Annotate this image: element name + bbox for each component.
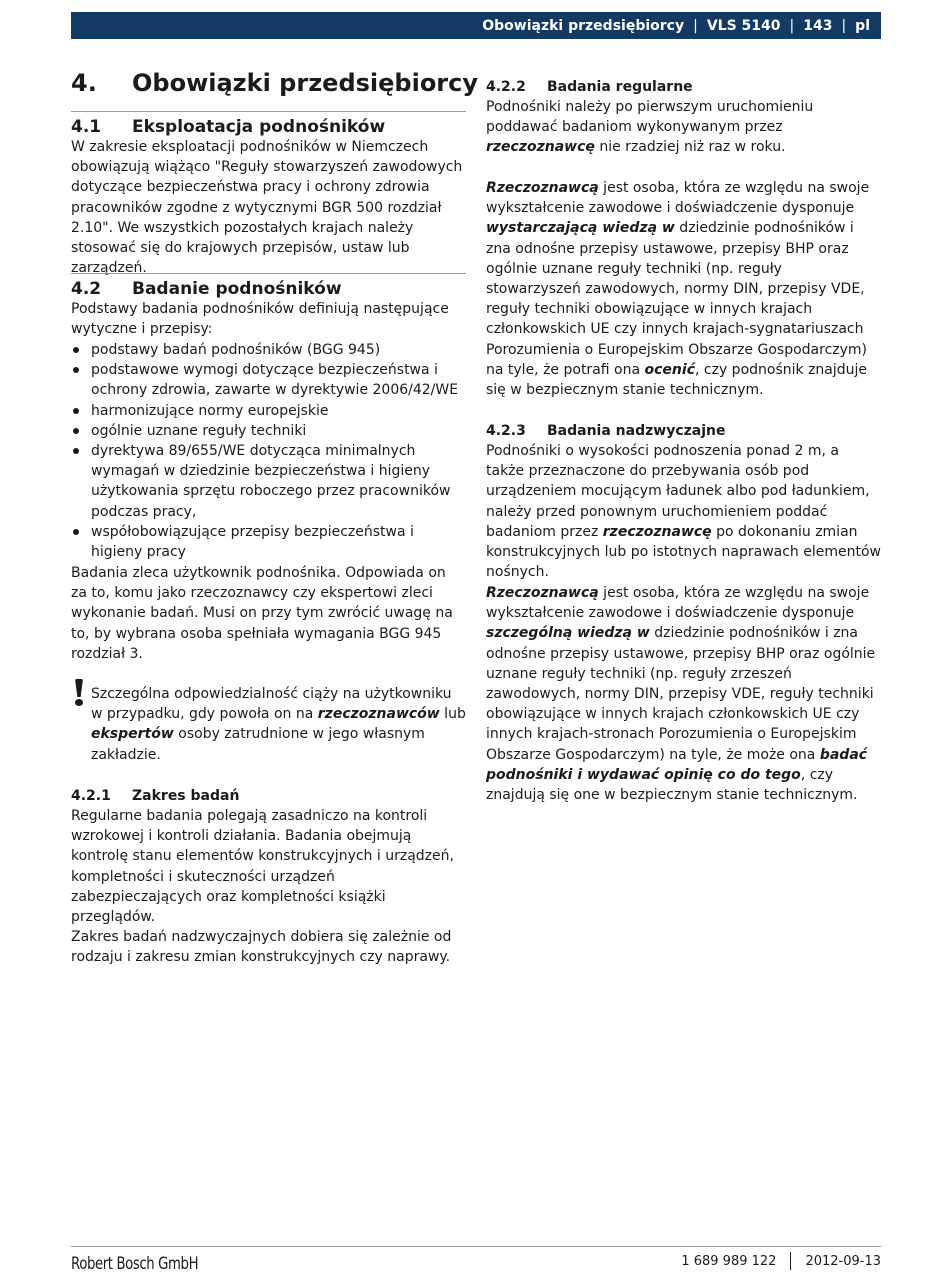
company-logo: Robert Bosch GmbH xyxy=(71,1254,199,1274)
list-item: ogólnie uznane reguły techniki xyxy=(71,421,466,441)
section-title: Eksploatacja podnośników xyxy=(132,117,386,137)
section-4-2-3-heading xyxy=(486,421,725,441)
section-4-2-2-paragraph-1: Podnośniki należy po pierwszym uruchomieniu poddawać badaniom wykonywanym przez rzeczoznawcę nie rzadziej niż raz w roku. xyxy=(486,99,814,156)
list-item: dyrektywa 89/655/WE dotycząca minimalnych wymagań w dziedzinie bezpieczeństwa i higieny użytkowania sprzętu roboczego przez pracowników podczas pracy, xyxy=(71,441,466,522)
section-4-1-heading xyxy=(71,111,466,138)
header-separator: | xyxy=(841,17,847,34)
section-4-2-3-paragraph-1: Podnośniki o wysokości podnoszenia ponad 2 m, a także przeznaczone do przebywania osób pod urządzeniem mocującym ładunek albo pod ładunkiem, należy przed ponownym uruchomieniem poddać badaniom przez rzeczoznawcę po dokonaniu zmian konstrukcyjnych lub po istotnych naprawach elementów nośnych. xyxy=(486,443,881,581)
section-number: 4.2 xyxy=(71,279,102,299)
list-item: współobowiązujące przepisy bezpieczeństwa i higieny pracy xyxy=(71,522,466,562)
footer-info xyxy=(681,1252,881,1270)
section-4-2-1-paragraph-1: Regularne badania polegają zasadniczo na kontroli wzrokowej i kontroli działania. Badania obejmują kontrolę stanu elementów konstrukcyjnych i urządzeń, kompletności i skuteczności urządzeń zabezpieczających oraz kompletności książki przeglądów. xyxy=(71,808,454,926)
header-page-number: 143 xyxy=(803,17,833,34)
warning-note: Szczególna odpowiedzialność ciąży na użytkowniku w przypadku, gdy powoła on na rzeczoznawców lub ekspertów osoby zatrudnione w jego własnym zakładzie. xyxy=(91,686,466,763)
section-4-2-1-heading xyxy=(71,786,239,806)
section-4-2-2-heading xyxy=(486,77,693,97)
header-separator: | xyxy=(789,17,795,34)
chapter-title-text: Obowiązki przedsiębiorcy xyxy=(132,69,479,97)
header-model: VLS 5140 xyxy=(706,17,781,34)
section-number: 4.2.1 xyxy=(71,788,111,804)
running-header xyxy=(71,12,881,39)
section-title: Badanie podnośników xyxy=(132,279,342,299)
list-item: podstawowe wymogi dotyczące bezpieczeństwa i ochrony zdrowia, zawarte w dyrektywie 2006/42/WE xyxy=(71,360,466,400)
section-number: 4.2.2 xyxy=(486,79,526,95)
section-4-2-3-paragraph-2: Rzeczoznawcą jest osoba, która ze względu na swoje wykształcenie zawodowe i doświadczenie dysponuje szczególną wiedzą w dziedzinie podnośników i zna odnośne przepisy ustawowe, przepisy BHP oraz ogólnie uznane reguły techniki (np. reguły zrzeszeń zawodowych, normy DIN, przepisy VDE, reguły techniki obowiązujące w innych krajach członkowskich UE czy innych krajach-stronach Porozumienia o Europejskim Obszarze Gospodarczym) na tyle, że może ona badać podnośniki i wydawać opinię co do tego, czy znajdują się one w bezpiecznym stanie technicznym. xyxy=(486,585,876,804)
header-section: Obowiązki przedsiębiorcy xyxy=(482,17,685,34)
document-date: 2012-09-13 xyxy=(805,1253,881,1269)
section-number: 4.2.3 xyxy=(486,423,526,439)
exclamation-icon xyxy=(73,679,85,707)
chapter-title xyxy=(71,67,479,99)
section-4-2-1-paragraph-2: Zakres badań nadzwyczajnych dobiera się zależnie od rodzaju i zakresu zmian konstrukcyjnych czy naprawy. xyxy=(71,929,452,966)
section-4-2-2-paragraph-2: Rzeczoznawcą jest osoba, która ze względu na swoje wykształcenie zawodowe i doświadczenie dysponuje wystarczającą wiedzą w dziedzinie podnośników i zna odnośne przepisy ustawowe, przepisy BHP oraz ogólnie uznane reguły techniki (np. reguły stowarzyszeń zawodowych, normy DIN, przepisy VDE, reguły techniki obowiązujące w innych krajach członkowskich UE czy innych krajach-sygnatariuszach Porozumienia o Europejskim Obszarze Gospodarczym) na tyle, że potrafi ona ocenić, czy podnośnik znajduje się w bezpiecznym stanie technicznym. xyxy=(486,180,870,399)
footer-separator xyxy=(790,1252,791,1270)
header-language: pl xyxy=(855,17,870,34)
section-number: 4.1 xyxy=(71,117,102,137)
section-4-2-heading xyxy=(71,273,466,300)
section-title: Zakres badań xyxy=(132,788,240,804)
section-4-1-text: W zakresie eksploatacji podnośników w Niemczech obowiązują wiążąco "Reguły stowarzyszeń zawodowych dotyczące bezpieczeństwa pracy i ochrony zdrowia pracowników zgodne z wytycznymi BGR 500 rozdział 2.10". We wszystkich pozostałych krajach należy stosować się do krajowych przepisów, ustaw lub zarządzeń. xyxy=(71,139,463,277)
header-separator: | xyxy=(693,17,698,34)
regulations-list xyxy=(71,340,466,562)
list-item: podstawy badań podnośników (BGG 945) xyxy=(71,340,466,360)
section-4-2-intro: Podstawy badania podnośników definiują następujące wytyczne i przepisy: xyxy=(71,301,449,338)
footer-divider xyxy=(71,1246,881,1247)
section-title: Badania regularne xyxy=(547,79,693,95)
chapter-number: 4. xyxy=(71,69,97,97)
section-4-2-paragraph: Badania zleca użytkownik podnośnika. Odpowiada on za to, komu jako rzeczoznawcy czy ekspertowi zleci wykonanie badań. Musi on przy tym zwrócić uwagę na to, by wybrana osoba spełniała wymagania BGG 945 rozdział 3. xyxy=(71,565,453,662)
section-title: Badania nadzwyczajne xyxy=(547,423,726,439)
document-number: 1 689 989 122 xyxy=(681,1253,777,1269)
list-item: harmonizujące normy europejskie xyxy=(71,401,466,421)
